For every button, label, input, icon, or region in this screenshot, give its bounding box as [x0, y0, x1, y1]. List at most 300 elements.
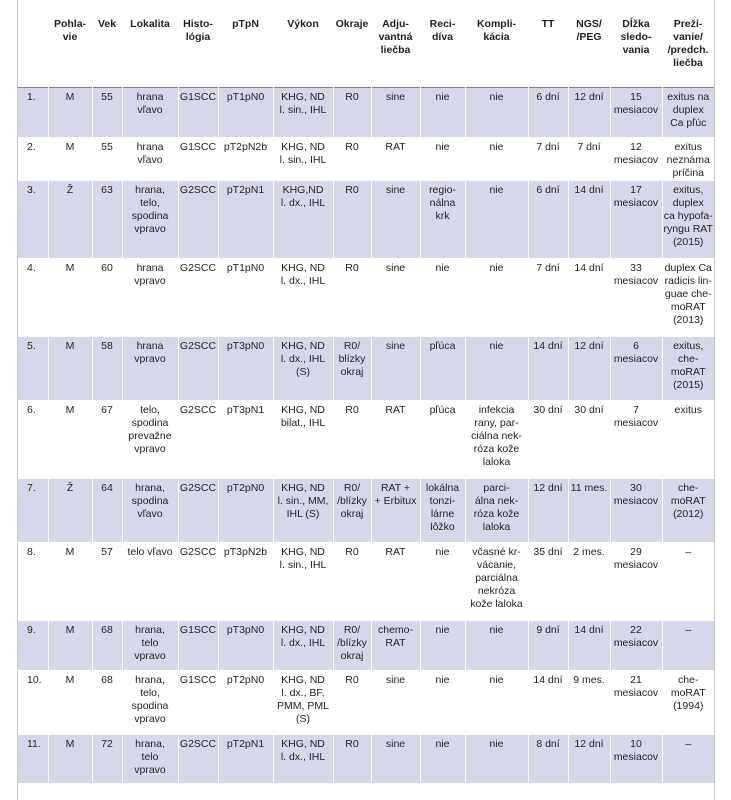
cell-follow-up	[610, 181, 662, 259]
cell-text: 67	[101, 404, 113, 416]
cell-text: duplex	[672, 104, 704, 116]
cell-adjuvant-therapy	[371, 181, 420, 259]
cell-margins	[333, 621, 371, 671]
cell-text: telo vľavo	[127, 546, 173, 558]
header-label: Histo-	[183, 18, 213, 30]
cell-text: parci-	[483, 482, 510, 494]
cell-text: 14 dní	[574, 624, 604, 636]
cell-text: nie	[435, 141, 450, 153]
cell-text: nie	[435, 546, 450, 558]
cell-survival	[662, 181, 714, 259]
header-label: /PEG	[576, 31, 602, 43]
cell-survival	[662, 621, 714, 671]
cell-text: vpravo	[134, 353, 166, 365]
cell-adjuvant-therapy	[371, 479, 420, 543]
cell-location	[122, 88, 178, 138]
cell-text: 72	[101, 738, 113, 750]
cell-histology	[178, 401, 218, 479]
cell-text: 63	[101, 184, 113, 196]
cell-adjuvant-therapy	[371, 543, 420, 621]
cell-text: pT3pN1	[226, 404, 265, 416]
cell-text: 9 dní	[536, 624, 560, 636]
cell-text: moRAT	[670, 687, 706, 699]
cell-text: hrana,	[135, 674, 165, 686]
cell-text: l. sin., IHL	[279, 154, 327, 166]
table-row	[18, 735, 714, 783]
cell-text: exitus	[674, 404, 702, 416]
cell-row-number	[18, 735, 48, 783]
table-row	[18, 88, 714, 138]
cell-margins	[333, 671, 371, 735]
cell-text: 10	[630, 738, 642, 750]
cell-text: infekcia	[478, 404, 515, 416]
header-row-number	[18, 0, 48, 88]
cell-text: nie	[489, 141, 504, 153]
cell-text: M	[65, 546, 75, 558]
header-recurrence	[420, 0, 465, 88]
cell-text: R0/	[343, 482, 361, 494]
cell-text: nie	[435, 91, 450, 103]
cell-text: pT1pN0	[226, 262, 265, 274]
cell-margins	[333, 543, 371, 621]
header-label: Pohla-	[53, 18, 87, 30]
cell-text: exitus,	[673, 340, 704, 352]
cell-text: vpravo	[134, 713, 166, 725]
cell-ngs-peg	[568, 479, 610, 543]
table-row	[18, 259, 714, 337]
cell-survival	[662, 671, 714, 735]
cell-text: pT2pN1	[226, 184, 265, 196]
cell-tt	[528, 259, 568, 337]
cell-location	[122, 479, 178, 543]
cell-tt	[528, 181, 568, 259]
cell-complications	[465, 337, 528, 401]
cell-text: pT2pN1	[226, 738, 265, 750]
cell-text: R0/	[343, 624, 361, 636]
cell-text: 7	[633, 404, 639, 416]
cell-text: R0	[345, 738, 359, 750]
cell-text: M	[65, 624, 75, 636]
cell-text: spodina	[131, 700, 169, 712]
cell-text: 17	[630, 184, 642, 196]
cell-text: nie	[435, 674, 450, 686]
cell-location	[122, 401, 178, 479]
header-label: Dĺžka	[622, 18, 650, 30]
cell-text: hrana,	[135, 184, 165, 196]
cell-recurrence	[420, 735, 465, 783]
cell-adjuvant-therapy	[371, 259, 420, 337]
cell-text: kože laloka	[470, 598, 523, 610]
cell-text: mesiacov	[613, 751, 659, 763]
cell-tt	[528, 735, 568, 783]
header-label: sledo-	[620, 31, 652, 43]
cell-text: nie	[435, 624, 450, 636]
cell-text: telo,	[140, 404, 160, 416]
cell-text: nie	[435, 262, 450, 274]
cell-text: mesiacov	[613, 687, 659, 699]
cell-follow-up	[610, 337, 662, 401]
cell-text: 6	[633, 340, 639, 352]
cell-text: RAT +	[380, 482, 411, 494]
cell-text: nie	[489, 674, 504, 686]
cell-recurrence	[420, 401, 465, 479]
cell-text: krk	[435, 210, 450, 222]
cell-ngs-peg	[568, 259, 610, 337]
header-label: díva	[431, 31, 453, 43]
cell-text: hrana,	[135, 624, 165, 636]
cell-margins	[333, 479, 371, 543]
cell-histology	[178, 543, 218, 621]
cell-tt	[528, 88, 568, 138]
cell-sex	[48, 181, 92, 259]
cell-text: –	[685, 546, 692, 558]
cell-text: ca hypofa-	[663, 210, 713, 222]
cell-tt	[528, 479, 568, 543]
cell-text: 2 mes.	[573, 546, 605, 558]
cell-text: 9 mes.	[573, 674, 605, 686]
cell-text: ryngu RAT	[663, 223, 713, 235]
table-row	[18, 671, 714, 735]
cell-procedure	[273, 181, 333, 259]
cell-text: 35 dní	[533, 546, 563, 558]
cell-procedure	[273, 543, 333, 621]
cell-survival	[662, 401, 714, 479]
cell-text: –	[685, 624, 692, 636]
cell-age	[92, 138, 122, 181]
header-label: NGS/	[576, 18, 602, 30]
cell-text: róza kože	[473, 443, 520, 455]
cell-text: vácanie,	[476, 559, 517, 571]
cell-text: KHG, ND	[281, 674, 325, 686]
header-age	[92, 0, 122, 88]
cell-text: moRAT	[670, 366, 706, 378]
patient-table	[18, 0, 714, 783]
cell-text: mesiacov	[613, 104, 659, 116]
cell-text: sine	[385, 674, 406, 686]
cell-text: (S)	[296, 366, 310, 378]
cell-text: neznáma	[666, 154, 710, 166]
cell-text: radicis lin-	[664, 275, 712, 287]
header-procedure	[273, 0, 333, 88]
cell-text: l. sin., IHL	[279, 104, 327, 116]
cell-text: l. dx., IHL	[280, 353, 326, 365]
cell-margins	[333, 181, 371, 259]
header-ngs-peg	[568, 0, 610, 88]
cell-margins	[333, 401, 371, 479]
cell-ptpn	[218, 337, 273, 401]
cell-text: telo	[141, 637, 159, 649]
cell-text: G2SCC	[179, 482, 217, 494]
header-sex	[48, 0, 92, 88]
cell-ptpn	[218, 401, 273, 479]
cell-procedure	[273, 735, 333, 783]
cell-ptpn	[218, 88, 273, 138]
cell-text: 14 dní	[574, 262, 604, 274]
cell-text: 6.	[27, 404, 36, 416]
cell-text: 60	[101, 262, 113, 274]
cell-text: 6 dní	[536, 91, 560, 103]
cell-text: mesiacov	[613, 197, 659, 209]
cell-sex	[48, 401, 92, 479]
cell-text: 30 dní	[574, 404, 604, 416]
cell-text: (1994)	[673, 700, 704, 712]
cell-row-number	[18, 479, 48, 543]
header-ptpn	[218, 0, 273, 88]
cell-tt	[528, 543, 568, 621]
cell-text: KHG, ND	[281, 262, 325, 274]
cell-text: okraj	[340, 508, 364, 520]
cell-follow-up	[610, 621, 662, 671]
cell-text: nie	[489, 184, 504, 196]
cell-procedure	[273, 479, 333, 543]
cell-text: M	[65, 340, 75, 352]
cell-ptpn	[218, 543, 273, 621]
cell-text: 6 dní	[536, 184, 560, 196]
cell-text: včasné kr-	[472, 546, 521, 558]
cell-text: 14 dní	[533, 674, 563, 686]
cell-text: 10.	[27, 674, 42, 686]
cell-text: álna nek-	[474, 495, 519, 507]
cell-text: pľúca	[429, 340, 456, 352]
cell-text: M	[65, 674, 75, 686]
header-label: kácia	[483, 31, 510, 43]
cell-follow-up	[610, 138, 662, 181]
header-label: Okraje	[335, 18, 369, 30]
cell-follow-up	[610, 479, 662, 543]
cell-histology	[178, 735, 218, 783]
cell-text: mesiacov	[613, 275, 659, 287]
cell-complications	[465, 138, 528, 181]
cell-text: mesiacov	[613, 495, 659, 507]
cell-text: vpravo	[134, 275, 166, 287]
cell-tt	[528, 138, 568, 181]
cell-text: 7 dní	[577, 141, 601, 153]
cell-text: 7 dní	[536, 262, 560, 274]
cell-text: sine	[385, 340, 406, 352]
header-survival	[662, 0, 714, 88]
header-follow-up	[610, 0, 662, 88]
cell-adjuvant-therapy	[371, 138, 420, 181]
cell-text: nie	[489, 91, 504, 103]
cell-location	[122, 621, 178, 671]
cell-sex	[48, 259, 92, 337]
header-label: Adju-	[382, 18, 409, 30]
cell-histology	[178, 337, 218, 401]
header-label: Reci-	[429, 18, 456, 30]
cell-text: regio-	[429, 184, 456, 196]
cell-text: IHL (S)	[286, 508, 320, 520]
cell-text: okraj	[340, 366, 364, 378]
cell-complications	[465, 181, 528, 259]
cell-age	[92, 337, 122, 401]
cell-text: pT2pN0	[226, 482, 265, 494]
cell-text: l. sin., IHL	[279, 559, 327, 571]
table-row	[18, 543, 714, 621]
cell-text: prevažne	[128, 430, 172, 442]
header-label: liečba	[380, 44, 411, 56]
cell-row-number	[18, 401, 48, 479]
cell-procedure	[273, 88, 333, 138]
cell-adjuvant-therapy	[371, 88, 420, 138]
cell-text: 12 dní	[533, 482, 563, 494]
cell-text: blízky	[338, 353, 366, 365]
cell-text: sine	[385, 184, 406, 196]
cell-sex	[48, 671, 92, 735]
cell-text: G2SCC	[179, 738, 217, 750]
cell-tt	[528, 621, 568, 671]
cell-text: l. dx., IHL	[280, 275, 326, 287]
table-header-row	[18, 0, 714, 88]
cell-margins	[333, 337, 371, 401]
cell-text: parciálna	[475, 572, 518, 584]
cell-age	[92, 621, 122, 671]
cell-text: M	[65, 91, 75, 103]
cell-text: R0	[345, 404, 359, 416]
cell-text: 64	[101, 482, 113, 494]
cell-text: 57	[101, 546, 113, 558]
header-location	[122, 0, 178, 88]
cell-text: l. dx., IHL	[280, 637, 326, 649]
cell-text: sine	[385, 262, 406, 274]
cell-text: G1SCC	[179, 91, 217, 103]
cell-adjuvant-therapy	[371, 337, 420, 401]
cell-follow-up	[610, 88, 662, 138]
cell-text: telo,	[140, 687, 160, 699]
cell-text: 30 dní	[533, 404, 563, 416]
cell-age	[92, 88, 122, 138]
cell-text: R0	[345, 262, 359, 274]
cell-ngs-peg	[568, 621, 610, 671]
cell-text: R0	[345, 141, 359, 153]
cell-margins	[333, 138, 371, 181]
cell-text: 12 dní	[574, 340, 604, 352]
cell-text: duplex	[672, 197, 704, 209]
cell-text: 30	[630, 482, 642, 494]
cell-location	[122, 181, 178, 259]
cell-text: (2012)	[673, 508, 704, 520]
cell-text: vpravo	[134, 443, 166, 455]
cell-recurrence	[420, 337, 465, 401]
cell-text: nekróza	[477, 585, 516, 597]
cell-text: (2015)	[673, 236, 704, 248]
cell-follow-up	[610, 543, 662, 621]
cell-text: R0	[345, 91, 359, 103]
page-border-right	[714, 0, 715, 800]
table-row	[18, 621, 714, 671]
cell-text: exitus	[674, 141, 702, 153]
cell-age	[92, 401, 122, 479]
header-label: pTpN	[232, 18, 259, 30]
table-row	[18, 479, 714, 543]
cell-text: che-	[678, 353, 699, 365]
cell-text: mesiacov	[613, 353, 659, 365]
table-row	[18, 337, 714, 401]
cell-follow-up	[610, 259, 662, 337]
cell-recurrence	[420, 543, 465, 621]
header-tt	[528, 0, 568, 88]
cell-tt	[528, 401, 568, 479]
cell-text: lárne	[430, 508, 455, 520]
cell-text: 2.	[27, 141, 36, 153]
cell-text: nie	[435, 738, 450, 750]
cell-ngs-peg	[568, 671, 610, 735]
cell-text: l. sin., MM,	[277, 495, 329, 507]
cell-text: pT2pN2b	[223, 141, 268, 153]
cell-text: M	[65, 404, 75, 416]
cell-text: sine	[385, 738, 406, 750]
cell-text: KHG, ND	[281, 546, 325, 558]
cell-survival	[662, 259, 714, 337]
cell-ngs-peg	[568, 401, 610, 479]
cell-text: exitus na	[667, 91, 710, 103]
cell-text: mesiacov	[613, 417, 659, 429]
cell-text: spodina	[131, 495, 169, 507]
cell-text: RAT	[385, 546, 406, 558]
header-label: vie	[62, 31, 78, 43]
cell-text: duplex Ca	[664, 262, 712, 274]
cell-margins	[333, 88, 371, 138]
cell-text: 7 dní	[536, 141, 560, 153]
cell-text: hrana,	[135, 482, 165, 494]
cell-recurrence	[420, 479, 465, 543]
cell-location	[122, 138, 178, 181]
cell-ptpn	[218, 181, 273, 259]
cell-text: KHG, ND	[281, 482, 325, 494]
cell-complications	[465, 401, 528, 479]
table-row	[18, 401, 714, 479]
cell-recurrence	[420, 259, 465, 337]
cell-row-number	[18, 337, 48, 401]
cell-text: róza kože	[473, 508, 520, 520]
cell-text: M	[65, 262, 75, 274]
cell-row-number	[18, 88, 48, 138]
cell-text: Ž	[66, 184, 74, 196]
cell-text: che-	[678, 482, 699, 494]
cell-text: 22	[630, 624, 642, 636]
cell-ptpn	[218, 621, 273, 671]
cell-text: 4.	[27, 262, 36, 274]
cell-text: RAT	[385, 141, 406, 153]
cell-text: R0	[345, 674, 359, 686]
cell-age	[92, 479, 122, 543]
cell-text: moRAT	[670, 495, 706, 507]
cell-text: RAT	[385, 404, 406, 416]
cell-text: 12 dní	[574, 91, 604, 103]
cell-row-number	[18, 543, 48, 621]
cell-text: 5.	[27, 340, 36, 352]
cell-complications	[465, 259, 528, 337]
cell-text: 12 dní	[574, 738, 604, 750]
cell-text: 58	[101, 340, 113, 352]
cell-text: pT3pN0	[226, 624, 265, 636]
cell-ngs-peg	[568, 181, 610, 259]
cell-text: tonzi-	[429, 495, 456, 507]
cell-location	[122, 259, 178, 337]
cell-recurrence	[420, 621, 465, 671]
cell-text: 11 mes.	[570, 482, 608, 494]
cell-procedure	[273, 401, 333, 479]
cell-text: telo,	[140, 197, 160, 209]
cell-text: G2SCC	[179, 546, 217, 558]
cell-survival	[662, 479, 714, 543]
cell-ngs-peg	[568, 88, 610, 138]
cell-text: 68	[101, 624, 113, 636]
cell-follow-up	[610, 735, 662, 783]
cell-recurrence	[420, 181, 465, 259]
cell-text: vľavo	[137, 508, 163, 520]
cell-histology	[178, 671, 218, 735]
table-row	[18, 138, 714, 181]
